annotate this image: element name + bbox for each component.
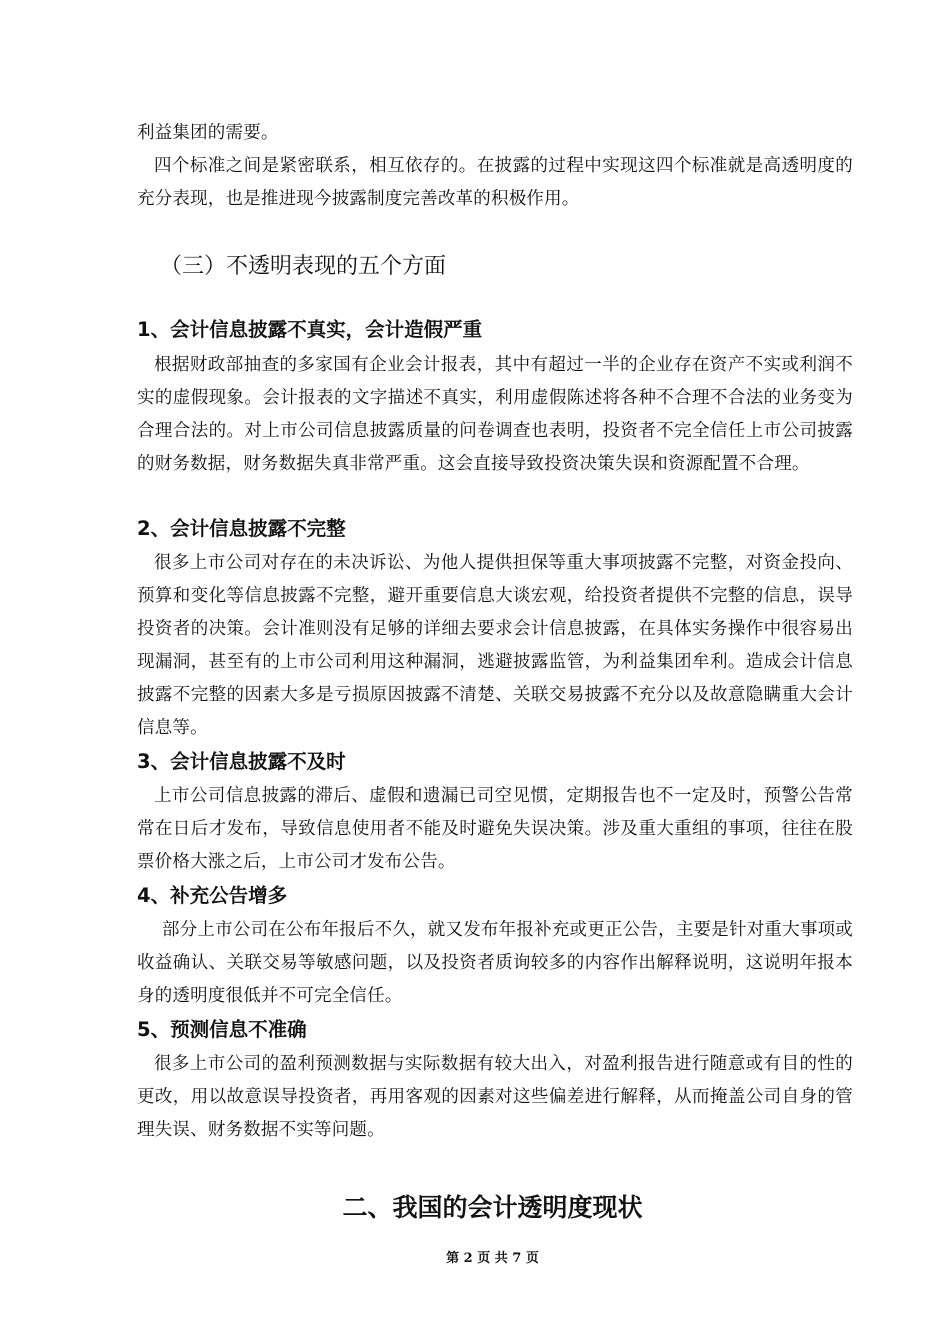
section-heading: （三）不透明表现的五个方面: [160, 254, 447, 279]
item-heading-2: 2、会计信息披露不完整: [137, 517, 346, 540]
item-body-2: 很多上市公司对存在的未决诉讼、为他人提供担保等重大事项披露不完整，对资金投向、预算和变化等信息披露不完整，避开重要信息大谈宏观，给投资者提供不完整的信息，误导投资者的决策。会计准则没有足够的详细去要求会计信息披露，在具体实务操作中很容易出现漏洞，甚至有的上市公司利用这种漏洞，逃避披露监管，为利益集团牟利。造成会计信息披露不完整的因素大多是亏损原因披露不清楚、关联交易披露不充分以及故意隐瞒重大会计信息等。: [137, 553, 853, 738]
item-body-1: 根据财政部抽查的多家国有企业会计报表，其中有超过一半的企业存在资产不实或利润不实的虚假现象。会计报表的文字描述不真实，利用虚假陈述将各种不合理不合法的业务变为合理合法的。对上市公司信息披露质量的问卷调查也表明，投资者不完全信任上市公司披露的财务数据，财务数据失真非常严重。这会直接导致投资决策失误和资源配置不合理。: [137, 355, 853, 474]
intro-paragraph: 四个标准之间是紧密联系，相互依存的。在披露的过程中实现这四个标准就是高透明度的充分表现，也是推进现今披露制度完善改革的积极作用。: [137, 156, 853, 209]
page-footer: 第 2 页 共 7 页: [446, 1251, 539, 1266]
chapter-heading: 二、我国的会计透明度现状: [342, 1193, 643, 1222]
item-heading-5: 5、预测信息不准确: [137, 1018, 307, 1041]
item-body-4: 部分上市公司在公布年报后不久，就又发布年报补充或更正公告，主要是针对重大事项或收益确认、关联交易等敏感问题，以及投资者质询较多的内容作出解释说明，这说明年报本身的透明度很低并不可完全信任。: [137, 920, 853, 1006]
item-body-3: 上市公司信息披露的滞后、虚假和遗漏已司空见惯，定期报告也不一定及时，预警公告常常在日后才发布，导致信息使用者不能及时避免失误决策。涉及重大重组的事项，往往在股票价格大涨之后，上市公司才发布公告。: [137, 786, 853, 872]
continuation-text: 利益集团的需要。: [137, 123, 279, 143]
item-heading-4: 4、补充公告增多: [137, 884, 288, 907]
item-body-5: 很多上市公司的盈利预测数据与实际数据有较大出入，对盈利报告进行随意或有目的性的更改，用以故意误导投资者，再用客观的因素对这些偏差进行解释，从而掩盖公司自身的管理失误、财务数据不实等问题。: [137, 1054, 853, 1140]
item-heading-1: 1、会计信息披露不真实，会计造假严重: [137, 318, 483, 341]
item-heading-3: 3、会计信息披露不及时: [137, 750, 346, 773]
